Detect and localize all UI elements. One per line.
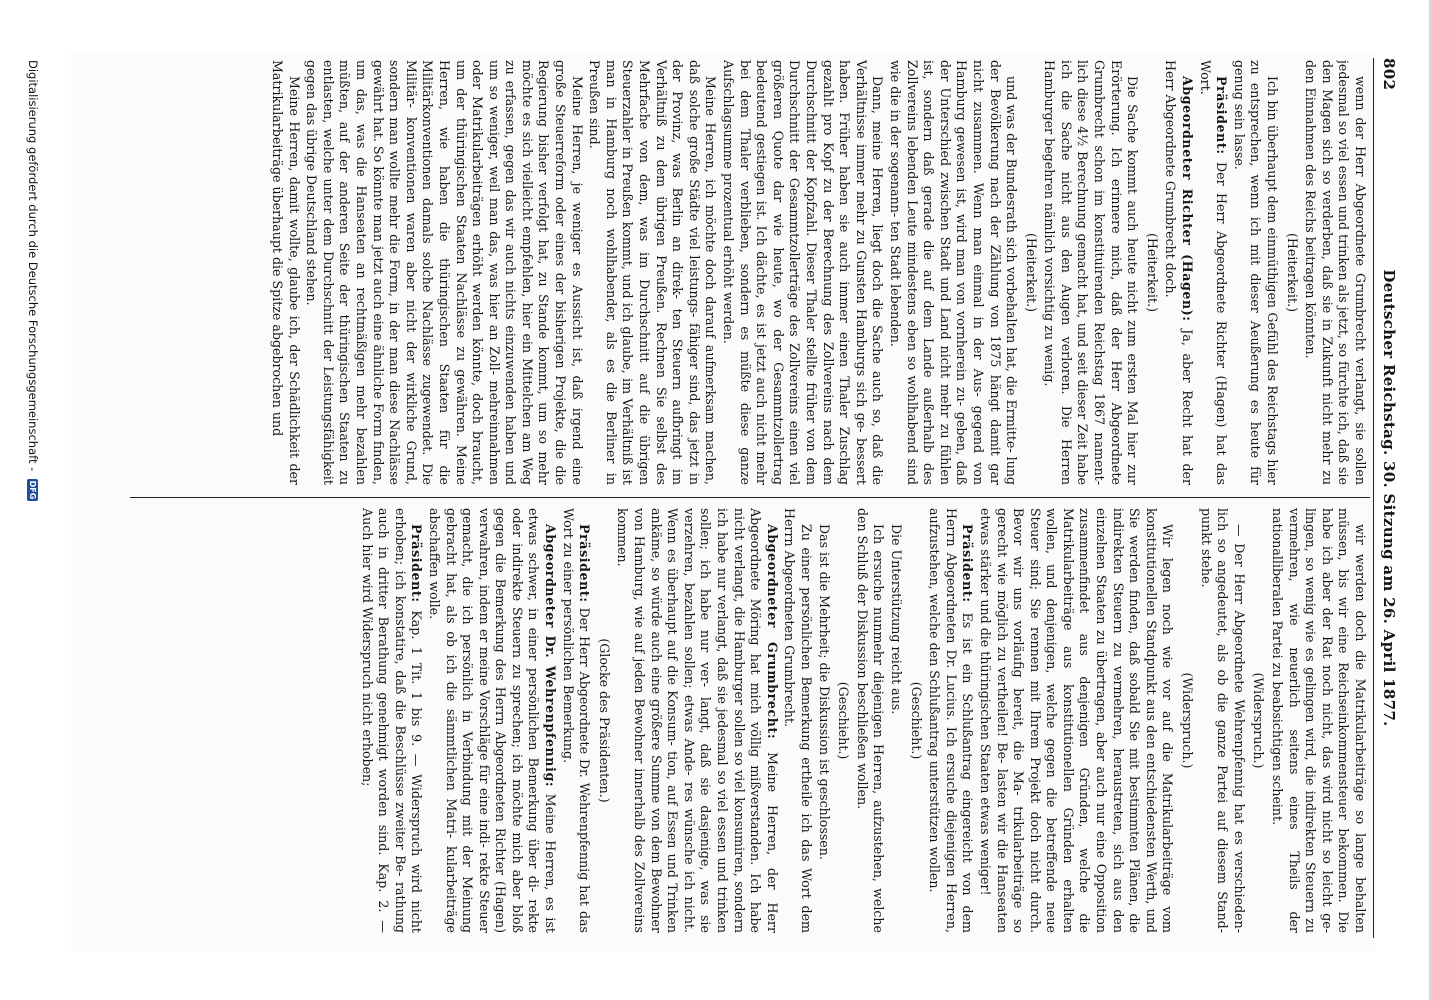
- speech-paragraph: [614, 508, 780, 933]
- speech-text: Der Herr Abgeordnete Dr. Wehrenpfennig hat das Wort zu einer persönlichen Bemerkung.: [560, 508, 593, 933]
- paragraph: Die Sache kommt auch heute nicht zum ersten Mal hier zur Erörterung. Ich erinnere mich, daß der Herr Abgeordnete Grumbrecht schon im konstituirenden Reichstag 1867 nament- lich diese 4½ Berechnung gemacht hat, und seit dieser Zeit habe ich die Sache nicht aus den Augen verloren. Die Herren Hamburger begehren nämlich vorsichtig zu wenig.: [1042, 60, 1141, 485]
- paragraph: wenn der Herr Abgeordnete Grumbrecht verlangt, sie sollen jedesmal so viel essen und trinken als jetzt, so fürchte ich, daß sie den Magen sich so verderben, daß sie in Zukunft nicht mehr zu den Einnahmen des Reichs beitragen könnten.: [1303, 60, 1368, 485]
- speaker-name: Präsident:: [1214, 76, 1230, 155]
- stage-direction: (Heiterkeit.): [1023, 233, 1039, 312]
- left-column: [78, 60, 1368, 485]
- paragraph: — Der Herr Abgeordnete Wehrenpfennig hat es verschieden- lich so angedeutet, als ob die ganze Partei auf diesem Stand- punkt stehe.: [1198, 508, 1247, 933]
- paragraph: Meine Herren, je weniger es Aussicht ist, daß irgend eine große Steuerreform oder eines der bisherigen Projekte, die die Regierung bisher verfolgt hat, zu Stande kommt, um so mehr möchte es sich vielleicht empfehlen, hier ein Mittelchen am Weg zu erfassen, gegen das wir auch nichts einzuwenden haben und um so weniger, weil man das, was hier an Zoll- mehreinnahmen oder Matrikularbeiträgen erhöht werden könnte, doch braucht, um der thüringischen Staaten Nachlässe zu gewähren. Meine Herren, wie haben die thüringischen Staaten für die Militärkonventionen damals solche Nachlässe zugewendet. Die Militär- konventionen waren aber nicht der wirkliche Grund, sondern man wollte mehr die Form, in der man diese Nachlässe gewährt hat. So könnte man jetzt auch eine ähnliche Form finden, um das, was die Hanseaten an rechtmäßigen mehr bezahlen müßten, auf der anderen Seite der thüringischen Staaten zu entlasten, welche unter dem Durchschnitt der Leistungsfähigkeit gegen das übrige Deutschland stehen.: [304, 60, 585, 485]
- speech-text: Meine Herren, es ist etwas schwer, in einer persönlichen Bemerkung über di- rekte oder indirekte Steuern zu sprechen; ich möchte mich aber bloß gegen die Bemerkung des Herrn Abgeordneten Richter (Hagen) verwahren, indem er meine Vorschläge für eine indi- rekte Steuer gemacht, die ich persönlich in Verbindung mit der Meinung gebracht hat, als ob ich die sämmtlichen Matri- kularbeiträge abschaffen wolle.: [426, 508, 559, 933]
- speaker-name: Abgeordneter Richter (Hagen):: [1180, 76, 1196, 322]
- paragraph: Zu einer persönlichen Bemerkung ertheile ich das Wort dem Herrn Abgeordneten Grumbrecht.: [782, 508, 814, 933]
- stage-direction: (Widerspruch.): [1251, 672, 1267, 769]
- column-divider: [130, 497, 1370, 498]
- stage-direction: (Geschieht.): [836, 681, 852, 760]
- stage-direction: (Geschieht.): [908, 681, 924, 760]
- paragraph: Das ist die Mehrheit; die Diskussion ist geschlossen.: [816, 524, 832, 860]
- stage-direction: (Glocke des Präsidenten.): [596, 638, 612, 803]
- paragraph: Dann, meine Herren, liegt doch die Sache auch so, daß die Verhältnisse immer mehr zu Gunsten Hamburgs sich ge- bessert haben. Früher haben sie auch immer einen Thaler Zuschlag gezahlt pro Kopf zu der Berechnung des Zollvereins nach dem Durchschnitt der Kopfzahl. Dieser Thaler stellte früher von dem Durchschnitt der Gesammtzollerträge des Zollvereins einen viel größeren Quote dar wie heute, wo der Gesammtzollertrag bedeutend gestiegen ist. Ich dächte, es ist jetzt auch nicht mehr bei dem Thaler verblieben, sondern es müßte diese ganze Aufschlagsumme prozentual erhöht werden.: [721, 60, 886, 485]
- paragraph: Meine Herren, damit wollte, glaube ich, der Schädlichkeit der Matrikularbeiträge überhaupt die Spitze abgebrochen und: [270, 60, 302, 485]
- page-header: [1376, 58, 1398, 938]
- right-column: [78, 508, 1368, 933]
- speech-paragraph: [1162, 60, 1195, 485]
- running-title: Deutscher Reichstag. 30. Sitzung am 26. April 1877.: [1380, 269, 1398, 727]
- speech-text: Kap. 1 Tit. 1 bis 9. — Widerspruch wird nicht erhoben; ich konstatire, daß die Beschlüsse zweiter Be- rathung auch in dritter Berathung genehmigt worden sind. Kap. 2. — Auch hier wird Widerspruch nicht erhoben;: [359, 508, 425, 933]
- stage-direction: (Widerspruch.): [1180, 672, 1196, 769]
- speaker-name: Präsident:: [960, 524, 976, 603]
- page-number: 802: [1380, 58, 1398, 91]
- paragraph: Meine Herren, ich möchte doch darauf aufmerksam machen, daß solche große Städte viel leistungs- fähiger sind, das jetzt in der Provinz, was Berlin an direk- ten Steuern aufbringt im Verhältniß zu dem übrigen Preußen. Rechnen Sie selbst des Mehrfache von dem, was im Durchschnitt auf die übrigen Steuerzahler in Preußen kommt, und ich glaube, im Verhältniß ist man in Hamburg noch wohlhabender, als es die Berliner in Preußen sind.: [587, 60, 719, 485]
- speech-text: Der Herr Abgeordnete Richter (Hagen) hat das Wort.: [1197, 60, 1230, 485]
- speaker-name: Abgeordneter Dr. Wehrenpfennig:: [543, 524, 559, 788]
- speech-paragraph: [926, 508, 976, 933]
- stage-direction: (Heiterkeit.): [1144, 233, 1160, 312]
- speaker-name: Präsident:: [409, 524, 425, 603]
- paragraph: wir werden doch die Matrikularbeiträge so lange behalten müssen, bis wir eine Reichseinkommensteuer bekommen. Die habe ich aber der Rat noch nicht, das wird nicht so leicht ge- lingen, so wenig wie es gelingen wird, die indirekten Steuern zu vermehren, wie neuerlich seitens eines Theils der nationalliberalen Partei zu beabsichtigen scheint.: [1270, 508, 1368, 933]
- dfg-logo-icon: DFG: [28, 480, 37, 500]
- speaker-name: Präsident:: [577, 524, 593, 603]
- speech-paragraph: [1196, 60, 1229, 485]
- paragraph: und was der Bundesrath sich vorbehalten hat, die Ermitte- lung der Bevölkerung nach der Zählung von 1875 hängt damit gar nicht zusammen. Wenn man einmal in der Aus- gegend von Hamburg gewesen ist, wird man von vornherein zu- geben, daß der Unterschied zwischen Stadt und Land nicht mehr zu fühlen ist, sondern daß gerade die auf dem Lande außerhalb des Zollvereins lebenden Leute mindestens eben so wohlhabend sind wie die in der sogenann- ten Stadt lebenden.: [887, 60, 1020, 485]
- paragraph: Ich ersuche nunmehr diejenigen Herren, aufzustehen, welche den Schluß der Diskussion beschließen wollen.: [854, 508, 887, 933]
- speech-text: Ja, aber Recht hat der Herr Abgeordnete Grumbrecht doch.: [1163, 60, 1196, 485]
- speech-paragraph: [559, 508, 592, 933]
- header-rule: [1373, 58, 1374, 938]
- speech-paragraph: [358, 508, 424, 933]
- speech-paragraph: [425, 508, 558, 933]
- speech-text: Es ist ein Schlußantrag eingereicht von dem Herrn Abgeordneten Dr. Lucius. Ich ersuche diejenigen Herren, aufzustehen, welche den Schlußantrag unterstützen wollen.: [927, 508, 976, 933]
- speaker-name: Abgeordneter Grumbrecht:: [764, 524, 780, 740]
- speech-text: Meine Herren, der Herr Abgeordnete Möring hat mich völlig mißverstanden. Ich habe nicht verlangt, die Hamburger sollen so viel konsumiren, sondern ich habe nur verlangt, daß sie jedesmal so viel essen und trinken sollen; ich habe nur ver- langt, daß sie dasjenige, was sie verzehren, bezahlen sollen; etwas Ande- res wünsche ich nicht. Wenn es überhaupt auf die Konsum- tion, auf Essen und Trinken ankäme, so würde auch eine größere Summe von dem Bewohner von Hamburg, wie auf jeden Bewohner innerhalb des Zollvereins kommen.: [615, 508, 780, 933]
- stage-direction: (Heiterkeit.): [1284, 233, 1300, 312]
- funding-note-text: Digitalisierung gefördert durch die Deutsche Forschungsgemeinschaft -: [26, 60, 40, 472]
- paragraph: Die Unterstützung reicht aus.: [888, 524, 904, 715]
- paragraph: Ich bin überhaupt dem einmüthigen Gefühl des Reichstags hier zu entsprechen, wenn ich mit dieser Aeußerung es heute für genug sein lasse.: [1231, 60, 1281, 485]
- paragraph: Wir legen noch wie vor auf die Matrikularbeiträge vom konstitutionellen Standpunkt aus den entschiedensten Werth, und Sie werden finden, daß sobald Sie mit bestimmten Plänen, die indirekten Steuern zu vermehren, heraustreten, sich aus den einzelnen Staaten zu übertragen, aber auch nur eine Opposition zusammenfindet aus denjenigen Gründen, welche die Matrikularbeiträge aus konstitutionellen Gründen erhalten wollen, und denjenigen, welche gegen die betreffende neue Steuer sind; Sie rennen mit Ihrem Projekt doch nicht durch. Bevor wir uns vorläufig bereit, die Ma- trikularbeiträge so gerecht wie möglich zu vertheilen! Be- lasten wir die Hanseaten etwas stärker und die thüringischen Staaten etwas weniger!: [977, 508, 1176, 933]
- digitization-note: [26, 60, 40, 940]
